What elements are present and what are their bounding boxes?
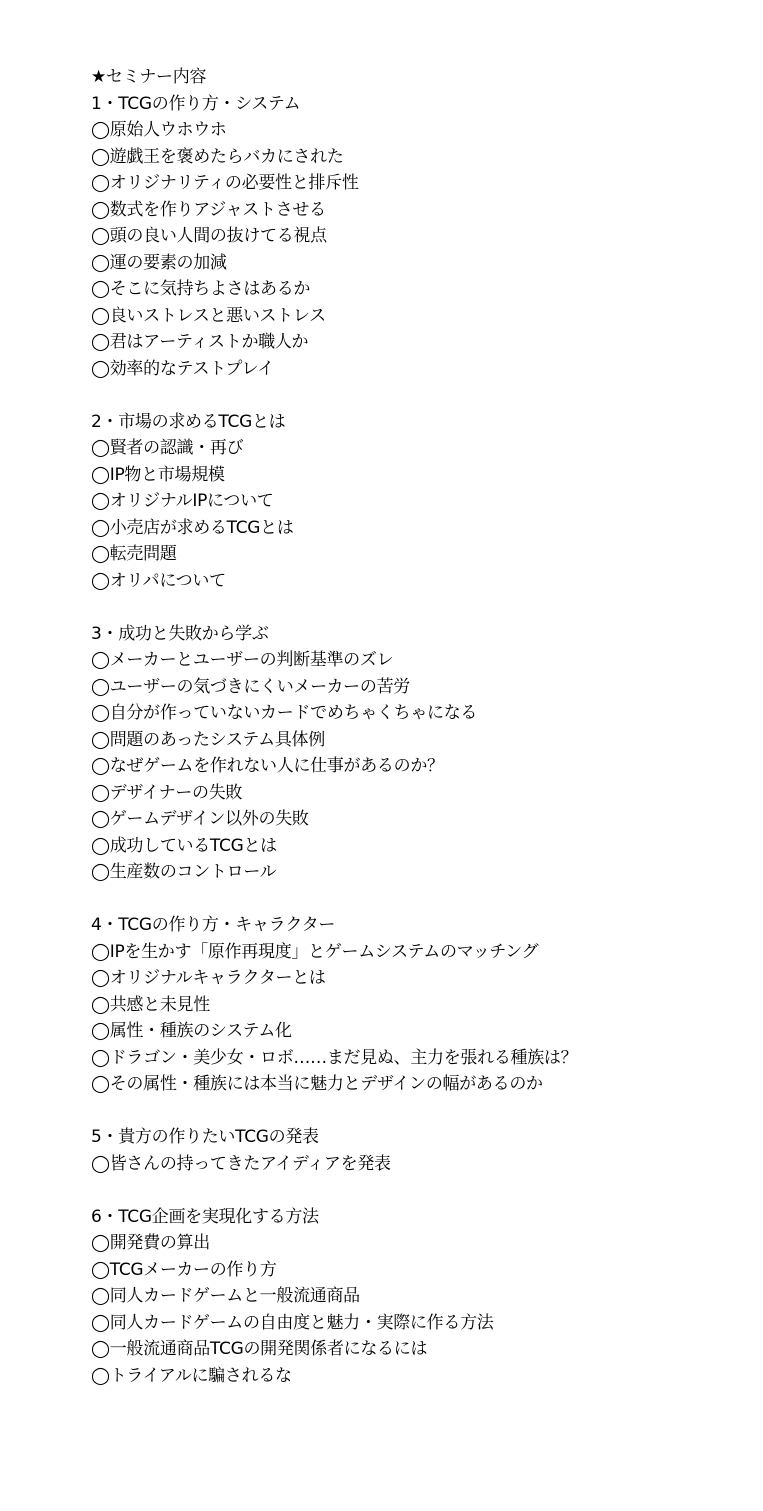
document-heading: ★セミナー内容 [91,67,207,87]
list-item: ◯共感と未見性 [91,994,210,1015]
list-item: ◯同人カードゲームと一般流通商品 [91,1286,360,1306]
list-item: ◯IPを生かす「原作再現度」とゲームシステムのマッチング [91,941,539,962]
list-item: ◯オリパについて [91,570,226,591]
section-gap [91,382,751,409]
section-gap [91,594,751,621]
list-item: ◯オリジナルIPについて [91,491,274,511]
list-item: ◯生産数のコントロール [91,862,277,882]
seminar-document [91,64,751,1389]
list-item: ◯メーカーとユーザーの判断基準のズレ [91,650,394,670]
section-5 [91,1124,751,1177]
list-item: ◯小売店が求めるTCGとは [91,517,294,538]
list-item: ◯トライアルに騙されるな [91,1365,292,1386]
section-title: 5・貴方の作りたいTCGの発表 [91,1127,319,1147]
list-item: ◯自分が作っていないカードでめちゃくちゃになる [91,703,478,723]
list-item: ◯一般流通商品TCGの開発関係者になるには [91,1339,428,1359]
list-item: ◯運の要素の加減 [91,252,227,273]
section-gap [91,1098,751,1125]
list-item: ◯転売問題 [91,544,177,564]
section-4 [91,912,751,1098]
list-item: ◯良いストレスと悪いストレス [91,305,326,326]
list-item: ◯頭の良い人間の抜けてる視点 [91,226,327,246]
section-title: 2・市場の求めるTCGとは [91,411,286,432]
section-gap [91,1177,751,1204]
section-title: 3・成功と失敗から学ぶ [91,623,269,644]
section-gap [91,886,751,913]
list-item: ◯なぜゲームを作れない人に仕事があるのか？ [91,756,444,776]
section-3 [91,621,751,886]
list-item: ◯賢者の認識・再び [91,438,244,458]
list-item: ◯そこに気持ちよさはあるか [91,279,311,299]
list-item: ◯その属性・種族には本当に魅力とデザインの幅があるのか [91,1074,543,1094]
list-item: ◯数式を作りアジャストさせる [91,199,326,220]
list-item: ◯皆さんの持ってきたアイディアを発表 [91,1153,391,1174]
section-1 [91,91,751,383]
list-item: ◯オリジナリティの必要性と排斥性 [91,173,359,193]
list-item: ◯デザイナーの失敗 [91,782,243,803]
section-2 [91,409,751,595]
list-item: ◯効率的なテストプレイ [91,358,275,379]
list-item: ◯遊戯王を褒めたらバカにされた [91,146,344,167]
list-item: ◯ゲームデザイン以外の失敗 [91,809,309,829]
section-title: 1・TCGの作り方・システム [91,93,301,114]
list-item: ◯成功しているTCGとは [91,835,277,856]
list-item: ◯TCGメーカーの作り方 [91,1259,277,1280]
list-item: ◯オリジナルキャラクターとは [91,968,326,988]
list-item: ◯ドラゴン・美少女・ロボ……まだ見ぬ、主力を張れる種族は？ [91,1047,578,1068]
section-title: 4・TCGの作り方・キャラクター [91,915,336,935]
section-title: 6・TCG企画を実現化する方法 [91,1206,319,1227]
list-item: ◯問題のあったシステム具体例 [91,729,325,750]
list-item: ◯IP物と市場規模 [91,464,225,485]
section-6 [91,1204,751,1390]
list-item: ◯原始人ウホウホ [91,120,227,140]
list-item: ◯同人カードゲームの自由度と魅力・実際に作る方法 [91,1312,494,1333]
list-item: ◯属性・種族のシステム化 [91,1021,292,1041]
list-item: ◯ユーザーの気づきにくいメーカーの苦労 [91,676,410,697]
list-item: ◯君はアーティストか職人か [91,332,309,352]
list-item: ◯開発費の算出 [91,1233,210,1253]
